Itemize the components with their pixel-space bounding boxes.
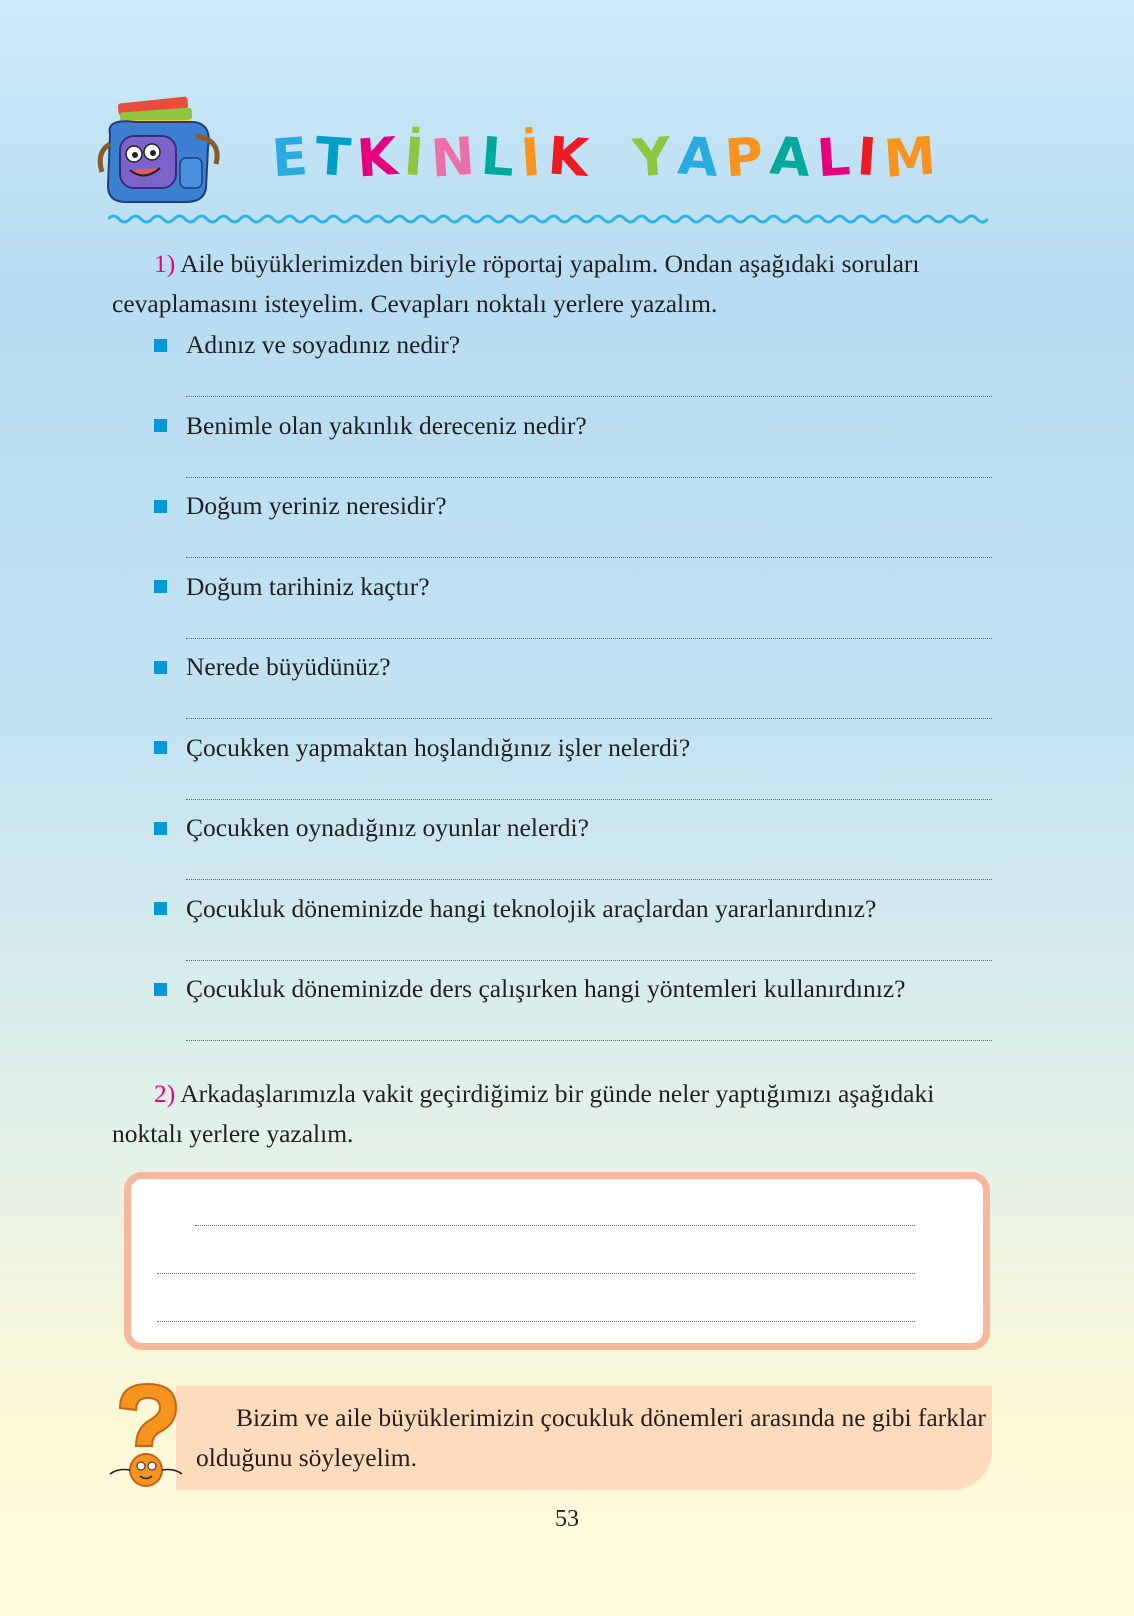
answer-line[interactable] xyxy=(186,638,992,639)
answer-line[interactable] xyxy=(157,1321,915,1322)
question-item-text: Çocukluk döneminizde ders çalışırken hangi yöntemleri kullanırdınız? xyxy=(186,974,906,1003)
question-item xyxy=(154,652,994,682)
answer-line[interactable] xyxy=(186,799,992,800)
title-letter: İ xyxy=(402,127,433,189)
discussion-note: Bizim ve aile büyüklerimizin çocukluk dönemleri arasında ne gibi farklar olduğunu söyleyelim. xyxy=(196,1403,986,1472)
title-letter: T xyxy=(312,126,360,190)
question-2 xyxy=(112,1074,992,1154)
question-1 xyxy=(112,244,992,324)
title-letter: A xyxy=(767,126,820,190)
title-letter: L xyxy=(815,126,860,190)
question-mark-mascot xyxy=(104,1380,194,1490)
title-letter: Y xyxy=(630,126,680,190)
question-item xyxy=(154,813,994,843)
title-word-yapalim xyxy=(630,126,945,190)
page-number: 53 xyxy=(555,1506,579,1532)
answer-line[interactable] xyxy=(186,396,992,397)
question-item-text: Adınız ve soyadınız nedir? xyxy=(186,330,461,359)
question-item xyxy=(154,733,994,763)
title-word-etkinlik xyxy=(269,126,598,190)
answer-line[interactable] xyxy=(186,718,992,719)
answer-line[interactable] xyxy=(195,1225,915,1226)
question-item-text: Çocukken oynadığınız oyunlar nelerdi? xyxy=(186,813,589,842)
backpack-illustration xyxy=(96,88,226,208)
square-bullet-icon xyxy=(154,902,167,915)
square-bullet-icon xyxy=(154,983,167,996)
square-bullet-icon xyxy=(154,419,167,432)
question-2-text: Arkadaşlarımızla vakit geçirdiğimiz bir günde neler yaptığımızı aşağıdaki noktalı yerlere yazalım. xyxy=(112,1079,935,1148)
square-bullet-icon xyxy=(154,339,167,352)
writing-box xyxy=(124,1172,990,1350)
activity-title xyxy=(269,126,945,190)
square-bullet-icon xyxy=(154,580,167,593)
question-item xyxy=(154,330,994,360)
title-letter: K xyxy=(545,126,598,190)
square-bullet-icon xyxy=(154,500,167,513)
question-2-number: 2) xyxy=(154,1079,176,1108)
question-item xyxy=(154,974,994,1004)
title-letter: L xyxy=(479,126,524,190)
answer-line[interactable] xyxy=(186,879,992,880)
title-letter: I xyxy=(855,127,886,189)
question-item-text: Nerede büyüdünüz? xyxy=(186,652,391,681)
question-item xyxy=(154,894,994,924)
question-1-text: Aile büyüklerimizden biriyle röportaj yapalım. Ondan aşağıdaki soruları cevaplamasını isteyelim. Cevapları noktalı yerlere yazalım. xyxy=(112,249,920,318)
square-bullet-icon xyxy=(154,661,167,674)
answer-line[interactable] xyxy=(157,1273,915,1274)
question-item xyxy=(154,491,994,521)
question-item-text: Çocukluk döneminizde hangi teknolojik araçlardan yararlanırdınız? xyxy=(186,893,877,923)
question-item-text: Çocukken yapmaktan hoşlandığınız işler nelerdi? xyxy=(186,732,691,762)
square-bullet-icon xyxy=(154,822,167,835)
question-1-number: 1) xyxy=(154,249,176,278)
title-letter: İ xyxy=(519,127,550,189)
answer-line[interactable] xyxy=(186,477,992,478)
question-item-text: Benimle olan yakınlık dereceniz nedir? xyxy=(186,410,587,440)
title-letter: E xyxy=(269,126,317,190)
question-item-text: Doğum tarihiniz kaçtır? xyxy=(186,571,430,601)
question-item-text: Doğum yeriniz neresidir? xyxy=(186,491,447,520)
title-letter: P xyxy=(722,126,773,190)
title-letter: A xyxy=(675,126,727,190)
wave-divider xyxy=(108,212,988,226)
question-item xyxy=(154,572,994,602)
answer-line[interactable] xyxy=(186,960,992,961)
answer-line[interactable] xyxy=(186,1040,992,1041)
answer-line[interactable] xyxy=(186,557,992,558)
title-letter: K xyxy=(354,126,407,190)
title-letter: N xyxy=(428,126,484,190)
square-bullet-icon xyxy=(154,741,167,754)
question-item xyxy=(154,411,994,441)
title-letter: M xyxy=(881,126,945,190)
